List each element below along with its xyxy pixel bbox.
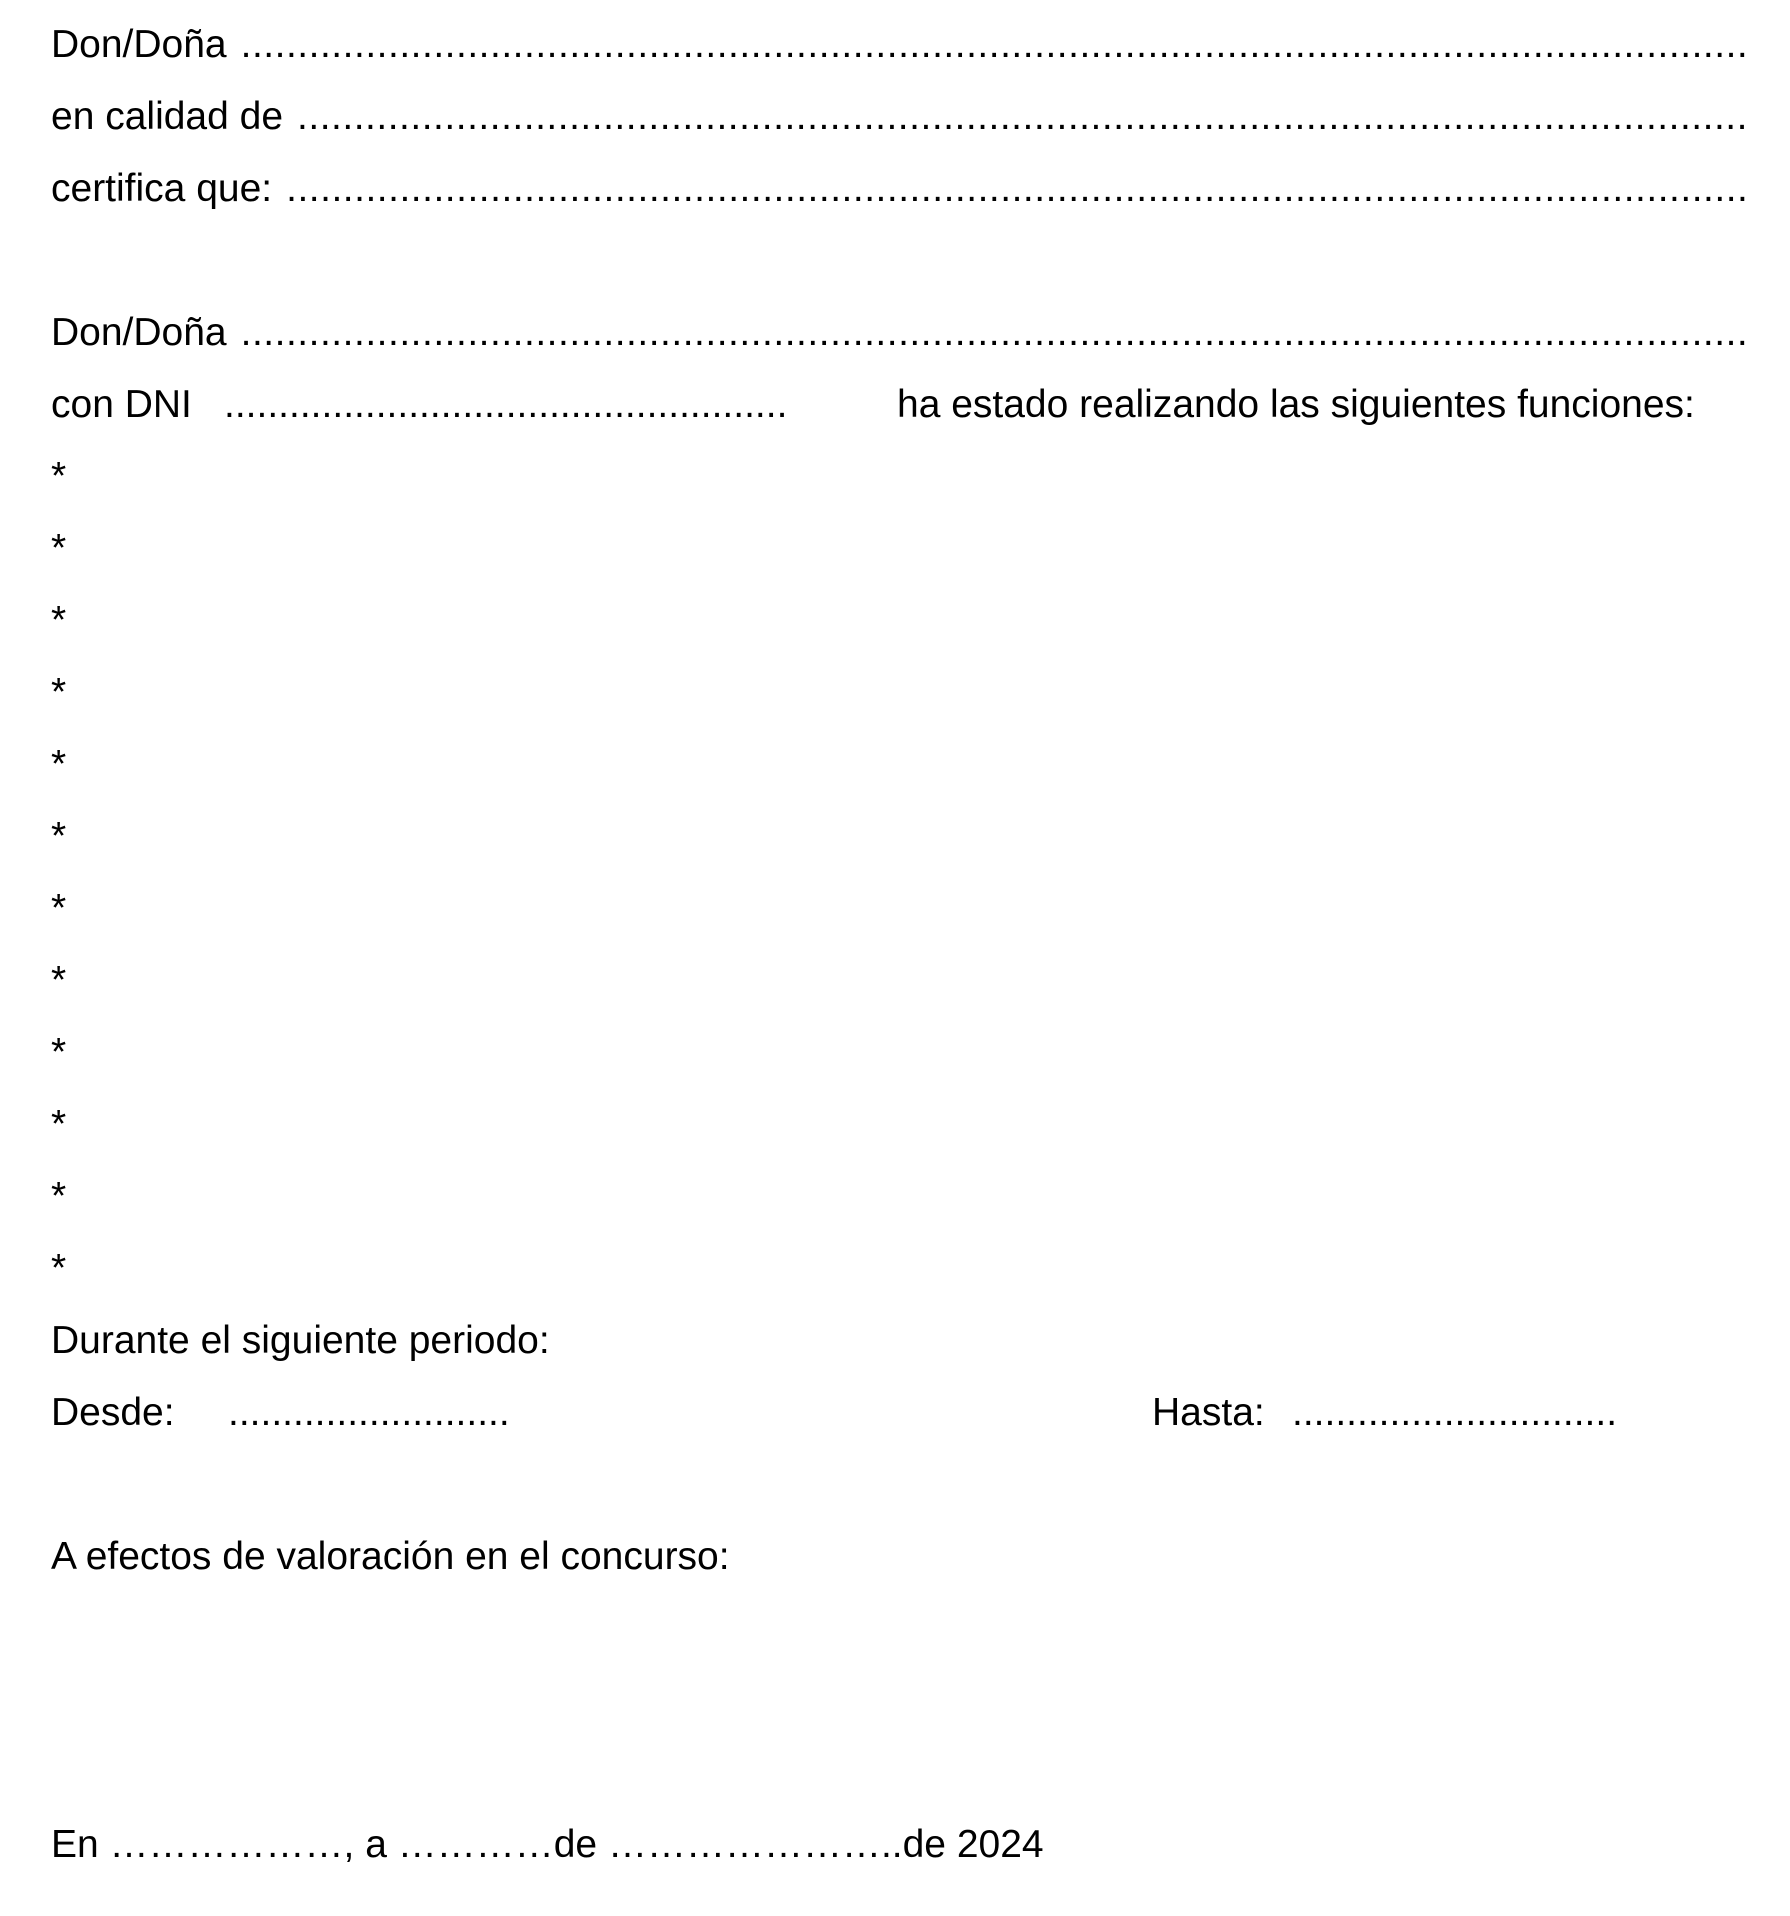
function-item[interactable]: * (51, 671, 67, 714)
function-item[interactable]: * (51, 959, 67, 1002)
certifies-line (51, 164, 1745, 214)
certifies-field[interactable] (286, 164, 1745, 214)
to-label: Hasta: (1152, 1391, 1265, 1434)
holder-name-field[interactable] (241, 20, 1745, 70)
function-item[interactable]: * (51, 743, 67, 786)
function-item[interactable]: * (51, 1175, 67, 1218)
function-item[interactable]: * (51, 1031, 67, 1074)
employee-name-field[interactable] (241, 308, 1745, 358)
capacity-field[interactable] (297, 92, 1745, 142)
don-dona-label-2: Don/Doña (51, 311, 227, 354)
employee-name-line (51, 308, 1745, 358)
purpose-text: A efectos de valoración en el concurso: (51, 1535, 730, 1578)
certifies-label: certifica que: (51, 167, 273, 210)
don-dona-label: Don/Doña (51, 23, 227, 66)
from-date-field[interactable]: .......................... (228, 1391, 510, 1434)
from-label: Desde: (51, 1391, 175, 1434)
to-date-field[interactable]: .............................. (1292, 1391, 1618, 1434)
function-item[interactable]: * (51, 599, 67, 642)
function-item[interactable]: * (51, 527, 67, 570)
dni-field[interactable]: .................................................... (224, 383, 788, 426)
function-item[interactable]: * (51, 1247, 67, 1290)
function-item[interactable]: * (51, 455, 67, 498)
capacity-label: en calidad de (51, 95, 284, 138)
dni-label: con DNI (51, 383, 192, 426)
place-date-line[interactable]: En ………………, a …………de …………………..de 2024 (51, 1823, 1044, 1866)
capacity-line (51, 92, 1745, 142)
functions-intro: ha estado realizando las siguientes funciones: (897, 383, 1695, 426)
function-item[interactable]: * (51, 1103, 67, 1146)
function-item[interactable]: * (51, 815, 67, 858)
holder-name-line (51, 20, 1745, 70)
function-item[interactable]: * (51, 887, 67, 930)
period-heading: Durante el siguiente periodo: (51, 1319, 550, 1362)
